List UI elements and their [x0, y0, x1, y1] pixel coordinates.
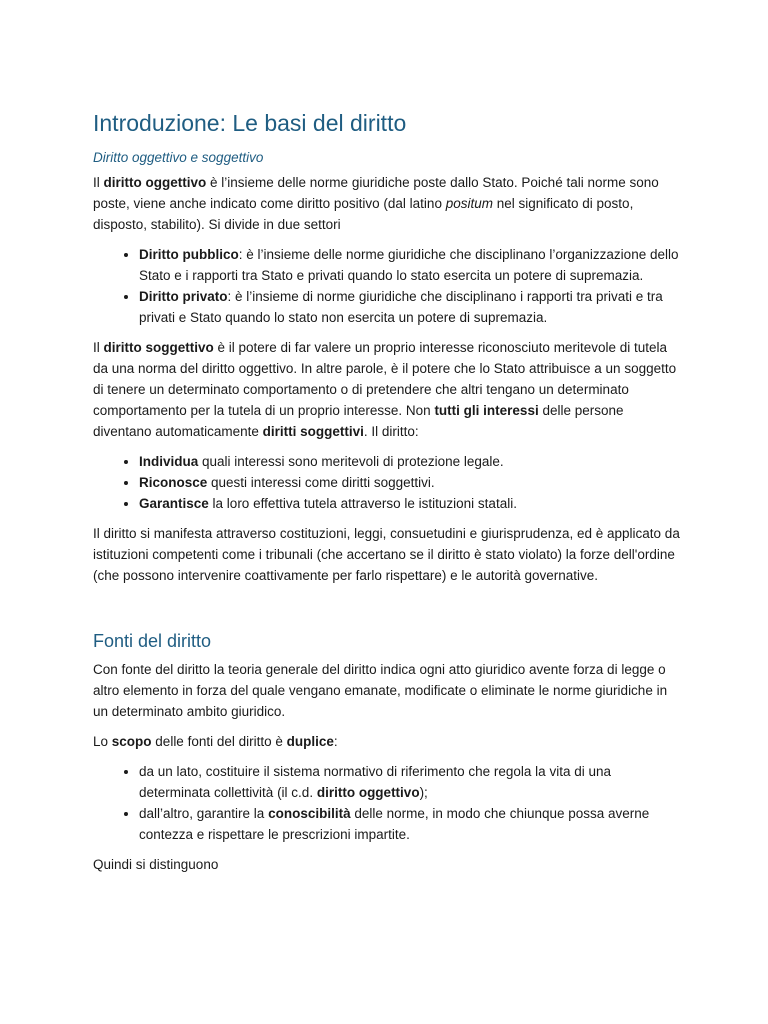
list-item — [139, 244, 680, 286]
list-item — [139, 493, 680, 514]
paragraph-scopo — [93, 731, 680, 752]
text-run: delle norme, in modo che chiunque possa averne contezza e rispettare le prescrizioni impartite. — [139, 806, 650, 842]
section-title-fonti: Fonti del diritto — [93, 631, 212, 651]
text-run: Il — [93, 340, 104, 355]
text-run: è il potere di far valere un proprio interesse riconosciuto meritevole di tutela da una norma del diritto oggettivo. In altre parole, è il potere che lo Stato attribuisce a un soggetto di tenere un determinato comportamento o di pretendere che altri tengano un determinato comportamento per la tutela di un proprio interesse. Non — [93, 340, 677, 418]
list-item — [139, 761, 680, 803]
bold-term: diritto soggettivo — [103, 340, 214, 355]
paragraph-quindi: Quindi si distinguono — [93, 857, 219, 872]
list-item — [139, 286, 680, 328]
list-item — [139, 451, 680, 472]
bold-term: scopo — [111, 734, 152, 749]
bold-term: diritto oggettivo — [316, 785, 420, 800]
text-run: ); — [419, 785, 428, 800]
list-funzioni-diritto — [93, 451, 680, 514]
text-run: quali interessi sono meritevoli di protezione legale. — [198, 454, 504, 469]
bold-term: Diritto pubblico — [139, 247, 239, 262]
bold-term: diritti soggettivi — [262, 424, 364, 439]
bold-term: Individua — [139, 454, 199, 469]
bold-term: conoscibilità — [268, 806, 351, 821]
paragraph-fonte-definizione: Con fonte del diritto la teoria generale del diritto indica ogni atto giuridico avente forza di legge o altro elemento in forza del quale vengano emanate, modificate o eliminate le norme giuridiche in un determinato ambito giuridico. — [93, 662, 668, 719]
section-spacer — [93, 595, 680, 629]
paragraph-diritto-oggettivo — [93, 172, 680, 235]
text-run: . Il diritto: — [363, 424, 419, 439]
text-run: : — [333, 734, 338, 749]
bold-term: Garantisce — [139, 496, 209, 511]
subsection-title: Diritto oggettivo e soggettivo — [93, 150, 264, 165]
text-run: delle persone diventano automaticamente — [93, 403, 624, 439]
bold-term: duplice — [286, 734, 334, 749]
text-run: la loro effettiva tutela attraverso le istituzioni statali. — [208, 496, 517, 511]
list-item — [139, 472, 680, 493]
bold-term: diritto oggettivo — [103, 175, 207, 190]
text-run: è l’insieme delle norme giuridiche poste dallo Stato. Poiché tali norme sono poste, viene anche indicato come diritto positivo (dal latino — [93, 175, 659, 211]
section-title-introduzione: Introduzione: Le basi del diritto — [93, 110, 407, 136]
text-run: dall’altro, garantire la — [139, 806, 269, 821]
text-run: da un lato, costituire il sistema normativo di riferimento che regola la vita di una determinata collettività (il c.d. — [139, 764, 611, 800]
text-run: : è l’insieme di norme giuridiche che disciplinano i rapporti tra privati e tra privati e Stato quando lo stato non esercita un potere di supremazia. — [139, 289, 663, 325]
text-run: Lo — [93, 734, 112, 749]
text-run: questi interessi come diritti soggettivi. — [207, 475, 435, 490]
text-run: nel significato di posto, disposto, stabilito). Si divide in due settori — [93, 196, 634, 232]
bold-term: tutti gli interessi — [434, 403, 539, 418]
list-scopo — [93, 761, 680, 845]
list-settori — [93, 244, 680, 328]
list-item — [139, 803, 680, 845]
bold-term: Riconosce — [139, 475, 208, 490]
text-run: : è l’insieme delle norme giuridiche che disciplinano l’organizzazione dello Stato e i rapporti tra Stato e privati quando lo stato esercita un potere di supremazia. — [139, 247, 679, 283]
bold-term: Diritto privato — [139, 289, 228, 304]
paragraph-diritto-soggettivo — [93, 337, 680, 442]
italic-term: positum — [445, 196, 493, 211]
text-run: delle fonti del diritto è — [151, 734, 287, 749]
text-run: Il — [93, 175, 104, 190]
paragraph-manifestazione-diritto: Il diritto si manifesta attraverso costituzioni, leggi, consuetudini e giurisprudenza, ed è applicato da istituzioni competenti come i tribunali (che accertano se il diritto è stato violato) la forze dell'ordine (che possono intervenire coattivamente per farlo rispettare) e le autorità governative. — [93, 526, 680, 583]
